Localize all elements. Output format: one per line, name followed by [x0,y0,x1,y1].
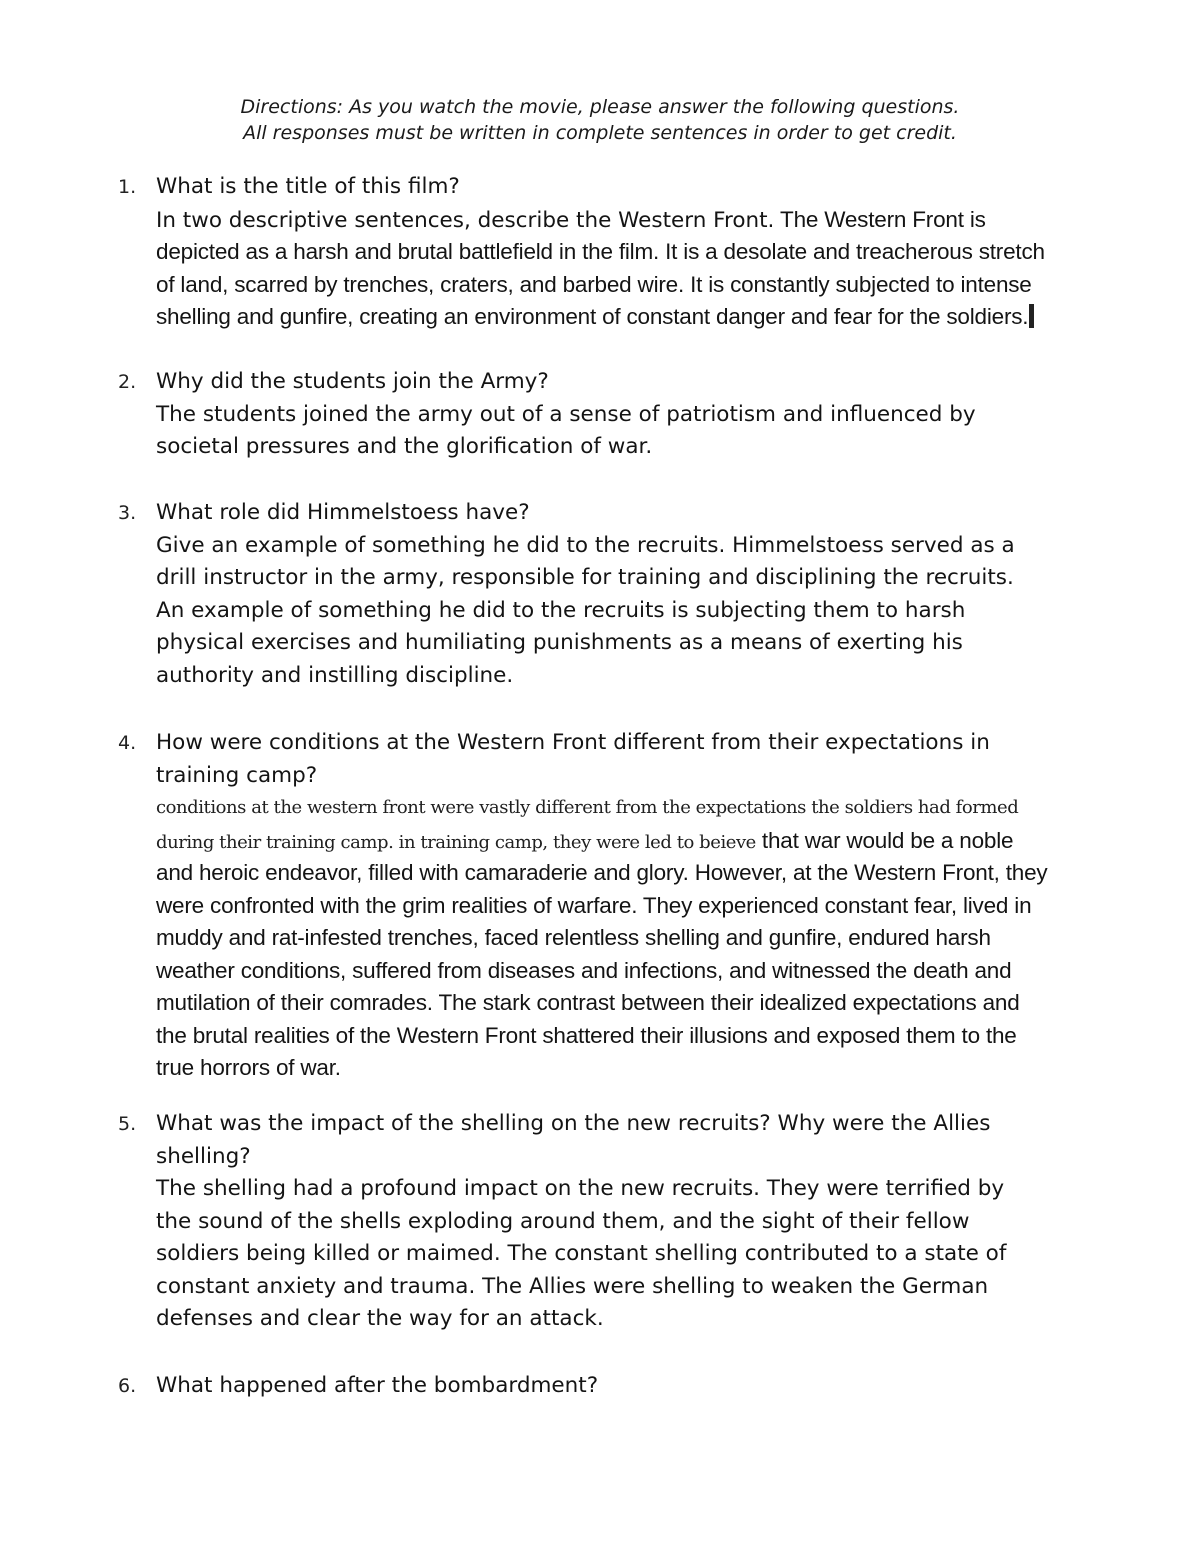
answer-line: constant anxiety and trauma. The Allies were shelling to weaken the German [156,1273,989,1299]
question-text: What role did Himmelstoess have? [156,500,530,525]
answer-text: shelling and gunfire, creating an environment of constant danger and fear for the soldiers. [156,304,1029,329]
answer-line [156,301,1116,334]
answer-line: muddy and rat-infested trenches, faced relentless shelling and gunfire, endured harsh [156,925,991,950]
question-number: 5. [118,1113,137,1135]
question-number: 6. [118,1375,137,1397]
directions [0,94,1200,146]
answer-line: of land, scarred by trenches, craters, and barbed wire. It is constantly subjected to intense [156,271,1032,297]
answer-line: societal pressures and the glorification of war. [156,434,653,459]
answer-line: Give an example of something he did to the recruits. Himmelstoess served as a [156,532,1015,558]
question-text: What is the title of this film? [156,174,460,199]
question-text: training camp? [156,762,318,788]
answer-line [156,204,1116,237]
question-body [156,171,1116,334]
question-number: 4. [118,732,137,754]
answer-prompt: In two descriptive sentences, describe the Western Front. [156,207,775,233]
answer-line: the brutal realities of the Western Front shattered their illusions and exposed them to the [156,1022,1017,1048]
question-body [156,366,1116,464]
answer-line: drill instructor in the army, responsible for training and disciplining the recruits. [156,565,1014,590]
answer-line: weather conditions, suffered from diseases and infections, and witnessed the death and [156,957,1012,983]
directions-line-1: Directions: As you watch the movie, please answer the following questions. [240,96,960,118]
question-body [156,497,1116,692]
question-body [156,727,1116,1085]
answer-line: depicted as a harsh and brutal battlefield in the film. It is a desolate and treacherous stretch [156,239,1045,264]
question-text: Why did the students join the Army? [156,369,549,394]
answer-line [156,825,1116,858]
answer-line: An example of something he did to the recruits is subjecting them to harsh [156,597,966,623]
answer-line: soldiers being killed or maimed. The constant shelling contributed to a state of [156,1241,1007,1266]
question-number: 1. [118,176,137,198]
directions-line-2: All responses must be written in complete sentences in order to get credit. [243,122,957,144]
answer-line: the sound of the shells exploding around them, and the sight of their fellow [156,1208,970,1234]
answer-line: conditions at the western front were vastly different from the expectations the soldiers had formed [156,797,1019,818]
answer-line: The students joined the army out of a sense of patriotism and influenced by [156,401,976,427]
question-text: What was the impact of the shelling on the new recruits? Why were the Allies [156,1111,991,1136]
answer-line: authority and instilling discipline. [156,662,514,688]
question-text: What happened after the bombardment? [156,1373,599,1398]
answer-text: The Western Front is [774,206,986,232]
question-text: How were conditions at the Western Front different from their expectations in [156,730,990,755]
question-number: 2. [118,371,137,393]
answer-line: and heroic endeavor, filled with camaraderie and glory. However, at the Western Front, they [156,860,1048,885]
question-body [156,1108,1116,1336]
question-text: shelling? [156,1143,251,1169]
answer-line: defenses and clear the way for an attack. [156,1306,604,1331]
question-number: 3. [118,502,137,524]
answer-line: mutilation of their comrades. The stark contrast between their idealized expectations and [156,990,1020,1015]
answer-line: physical exercises and humiliating punishments as a means of exerting his [156,630,963,655]
answer-text: during their training camp. in training camp, they were led to beieve [156,831,756,853]
answer-line: The shelling had a profound impact on the new recruits. They were terrified by [156,1176,1005,1201]
question-body [156,1370,1116,1403]
answer-line: true horrors of war. [156,1055,341,1080]
answer-text: that war would be a noble [755,827,1014,853]
text-cursor [1029,304,1034,328]
answer-line: were confronted with the grim realities of warfare. They experienced constant fear, lived in [156,892,1032,918]
